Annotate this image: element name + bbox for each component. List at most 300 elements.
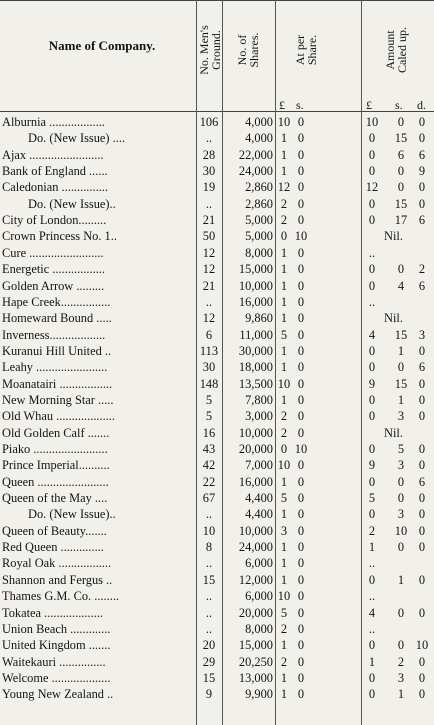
per-share-pounds: 1 [280,474,288,489]
header-no-shares [236,4,260,96]
company-name: Tokatea ................... [2,605,103,620]
unit-shilling: s. [296,98,304,112]
men-ground: 21 [202,213,216,228]
called-pence: 0 [418,572,426,587]
per-share-shillings: 0 [297,589,305,604]
per-share-pounds: 10 [277,115,291,129]
called-pence: 0 [418,115,426,129]
called-up-nil: Nil. [384,229,403,244]
called-pounds: 0 [368,409,376,424]
shares-count: 6,000 [245,556,273,571]
shares-count: 4,400 [245,491,273,506]
men-ground: 9 [205,687,213,702]
called-up-nil: Nil. [384,425,403,440]
called-shillings: 1 [397,572,405,587]
called-pounds: 0 [368,360,376,375]
header-company-name: Name of Company. [48,38,156,53]
per-share-pounds: 2 [280,621,288,636]
top-rule [0,0,434,1]
per-share-pounds: 2 [280,425,288,440]
called-pounds: 0 [368,343,376,358]
per-share-shillings: 0 [297,638,305,653]
called-up-nil: Nil. [384,311,403,326]
company-name: New Morning Star ..... [2,392,114,407]
company-name: Alburnia .................. [2,115,105,129]
shares-count: 10,000 [238,523,273,538]
called-pence: 0 [418,687,426,702]
table-row [0,588,434,604]
table-row [0,605,434,621]
men-ground: 28 [202,147,216,162]
company-name: Hape Creek................ [2,294,111,309]
table-row [0,523,434,539]
table-row [0,506,434,522]
per-share-pounds: 1 [280,245,288,260]
per-share-shillings: 0 [297,311,305,326]
called-shillings: 2 [397,654,405,669]
called-pounds: 9 [368,458,376,473]
shares-count: 7,800 [245,392,273,407]
per-share-shillings: 0 [297,131,305,146]
called-shillings: 5 [397,442,405,456]
called-shillings: 3 [397,507,405,522]
table-row [0,572,434,588]
shares-count: 4,400 [245,507,273,522]
per-share-shillings: 0 [297,540,305,555]
per-share-shillings: 0 [297,278,305,293]
called-pence: 6 [418,213,426,228]
called-pence: 0 [418,196,426,211]
men-ground: .. [205,589,213,604]
men-ground: 19 [202,180,216,195]
per-share-shillings: 0 [297,245,305,260]
per-share-shillings: 10 [294,229,308,244]
men-ground: 106 [199,115,219,129]
per-share-shillings: 0 [297,523,305,538]
called-shillings: 3 [397,458,405,473]
header-per-share [294,4,318,96]
called-pounds: 0 [368,474,376,489]
called-pence: 0 [418,540,426,555]
called-pence: 0 [418,376,426,391]
per-share-pounds: 1 [280,572,288,587]
per-share-shillings: 0 [297,670,305,685]
called-pence: 0 [418,180,426,195]
per-share-pounds: 1 [280,392,288,407]
table-row [0,196,434,212]
called-pence: 6 [418,147,426,162]
called-pounds: 0 [368,131,376,146]
men-ground: .. [205,131,213,146]
called-pounds: .. [368,556,376,571]
per-share-shillings: 0 [297,327,305,342]
per-share-shillings: 0 [297,605,305,620]
shares-count: 30,000 [238,343,273,358]
men-ground: 29 [202,654,216,669]
men-ground: 148 [199,376,219,391]
called-shillings: 0 [397,164,405,179]
called-shillings: 0 [397,115,405,129]
company-name: Ajax ........................ [2,147,104,162]
table-row [0,408,434,424]
shares-count: 20,000 [238,442,273,456]
called-pounds: 0 [368,670,376,685]
company-name: City of London......... [2,213,107,228]
unit-shilling: s. [395,98,403,112]
per-share-shillings: 0 [297,196,305,211]
per-share-shillings: 0 [297,360,305,375]
called-pence: 3 [418,327,426,342]
called-pounds: .. [368,294,376,309]
company-name: Caledonian ............... [2,180,108,195]
company-name: Energetic ................. [2,262,106,277]
table-row [0,327,434,343]
called-pounds: 1 [368,654,376,669]
called-pounds: 0 [368,572,376,587]
called-shillings: 0 [397,360,405,375]
company-name: Golden Arrow ......... [2,278,105,293]
per-share-pounds: 1 [280,164,288,179]
per-share-pounds: 12 [277,180,291,195]
company-name: Bank of England ...... [2,164,108,179]
per-share-pounds: 2 [280,409,288,424]
called-pence: 0 [418,458,426,473]
men-ground: 15 [202,572,216,587]
men-ground: 30 [202,164,216,179]
company-name: Thames G.M. Co. ........ [2,589,120,604]
called-pounds: 0 [368,507,376,522]
company-name: Waitekauri ............... [2,654,106,669]
per-share-pounds: 1 [280,131,288,146]
men-ground: 30 [202,360,216,375]
table-row [0,114,434,130]
header-called-up [384,4,408,96]
table-row [0,228,434,244]
per-share-pounds: 10 [277,589,291,604]
company-name: Homeward Bound ..... [2,311,112,326]
called-pounds: 12 [365,180,379,195]
table-row [0,670,434,686]
called-shillings: 0 [397,180,405,195]
called-pounds: 1 [368,540,376,555]
per-share-shillings: 0 [297,654,305,669]
per-share-pounds: 2 [280,213,288,228]
men-ground: 113 [199,343,219,358]
company-name: Queen of Beauty....... [2,523,107,538]
company-name: Old Golden Calf ....... [2,425,110,440]
called-pounds: .. [368,589,376,604]
men-ground: .. [205,605,213,620]
company-name: Leahy ....................... [2,360,108,375]
shares-count: 8,000 [245,621,273,636]
shares-count: 16,000 [238,474,273,489]
shares-count: 9,900 [245,687,273,702]
shares-count: 15,000 [238,262,273,277]
per-share-shillings: 0 [297,376,305,391]
table-row [0,474,434,490]
men-ground: .. [205,294,213,309]
called-shillings: 1 [397,392,405,407]
shares-count: 20,250 [238,654,273,669]
called-pounds: 0 [368,278,376,293]
table-row [0,179,434,195]
table-row [0,376,434,392]
table-row [0,441,434,457]
men-ground: 67 [202,491,216,506]
shares-count: 6,000 [245,589,273,604]
men-ground: 5 [205,392,213,407]
called-pence: 0 [418,654,426,669]
company-name: Royal Oak ................. [2,556,112,571]
table-row [0,654,434,670]
per-share-shillings: 0 [297,409,305,424]
per-share-shillings: 0 [297,343,305,358]
called-pence: 0 [418,523,426,538]
table-row [0,392,434,408]
company-name: Welcome ................... [2,670,111,685]
per-share-pounds: 2 [280,654,288,669]
called-pounds: .. [368,245,376,260]
company-name: Old Whau ................... [2,409,115,424]
table-row [0,278,434,294]
company-name: Union Beach ............. [2,621,111,636]
company-name: Do. (New Issue) .... [28,131,126,146]
per-share-shillings: 0 [297,164,305,179]
men-ground: 16 [202,425,216,440]
shares-count: 22,000 [238,147,273,162]
men-ground: 50 [202,229,216,244]
shares-count: 10,000 [238,425,273,440]
table-row [0,261,434,277]
called-shillings: 6 [397,147,405,162]
called-pounds: 0 [368,147,376,162]
company-name: Moanatairi ................. [2,376,113,391]
per-share-pounds: 1 [280,507,288,522]
unit-pound: £ [279,98,285,112]
men-ground: 12 [202,311,216,326]
called-pounds: .. [368,621,376,636]
per-share-pounds: 1 [280,556,288,571]
per-share-shillings: 10 [294,442,308,456]
shares-count: 3,000 [245,409,273,424]
called-pence: 0 [418,392,426,407]
called-pence: 0 [418,442,426,456]
called-shillings: 0 [397,540,405,555]
called-pounds: 10 [365,115,379,129]
per-share-pounds: 5 [280,605,288,620]
called-pence: 10 [415,638,429,653]
table-row [0,621,434,637]
company-name: United Kingdom ....... [2,638,111,653]
shares-count: 12,000 [238,572,273,587]
men-ground: 10 [202,523,216,538]
called-pounds: 5 [368,491,376,506]
per-share-pounds: 1 [280,360,288,375]
men-ground: 15 [202,670,216,685]
company-name: Crown Princess No. 1.. [2,229,117,244]
table-row [0,425,434,441]
shares-count: 20,000 [238,605,273,620]
per-share-pounds: 1 [280,638,288,653]
men-ground: 8 [205,540,213,555]
shares-count: 2,860 [245,180,273,195]
header-men-ground [198,4,222,96]
shares-count: 24,000 [238,164,273,179]
per-share-shillings: 0 [297,392,305,407]
shares-count: 4,000 [245,115,273,129]
per-share-shillings: 0 [297,687,305,702]
called-pence: 6 [418,360,426,375]
per-share-shillings: 0 [297,458,305,473]
table-row [0,539,434,555]
table-row [0,637,434,653]
per-share-shillings: 0 [297,572,305,587]
called-pounds: 0 [368,164,376,179]
men-ground: 43 [202,442,216,456]
per-share-pounds: 2 [280,196,288,211]
per-share-pounds: 5 [280,491,288,506]
company-name: Prince Imperial.......... [2,458,110,473]
per-share-pounds: 10 [277,458,291,473]
shares-count: 13,000 [238,670,273,685]
per-share-shillings: 0 [297,180,305,195]
shares-count: 4,000 [245,131,273,146]
table-row [0,130,434,146]
called-pence: 0 [418,670,426,685]
men-ground: 42 [202,458,216,473]
shares-count: 8,000 [245,245,273,260]
unit-pound: £ [366,98,372,112]
per-share-pounds: 1 [280,670,288,685]
called-pounds: 0 [368,442,376,456]
called-shillings: 4 [397,278,405,293]
header-shares-text: No. of Shares. [235,32,261,68]
company-name: Queen of the May .... [2,491,108,506]
shares-count: 11,000 [239,327,273,342]
company-name: Kuranui Hill United .. [2,343,112,358]
table-row [0,212,434,228]
men-ground: .. [205,621,213,636]
called-shillings: 15 [394,327,408,342]
called-pounds: 0 [368,213,376,228]
company-name: Piako ........................ [2,442,108,456]
per-share-pounds: 1 [280,278,288,293]
shares-count: 18,000 [238,360,273,375]
per-share-pounds: 1 [280,540,288,555]
company-name: Queen ....................... [2,474,109,489]
shares-count: 24,000 [238,540,273,555]
shares-count: 2,860 [245,196,273,211]
men-ground: 6 [205,327,213,342]
table-row [0,490,434,506]
table-row [0,343,434,359]
per-share-shillings: 0 [297,115,305,129]
table-row [0,555,434,571]
called-pounds: 0 [368,392,376,407]
called-pence: 0 [418,507,426,522]
per-share-pounds: 0 [280,442,288,456]
company-name: Cure ........................ [2,245,104,260]
per-share-shillings: 0 [297,147,305,162]
table-row [0,245,434,261]
company-name: Young New Zealand .. [2,687,114,702]
called-pence: 6 [418,278,426,293]
shares-count: 7,000 [245,458,273,473]
called-pence: 0 [418,343,426,358]
men-ground: 12 [202,262,216,277]
per-share-shillings: 0 [297,425,305,440]
company-name: Inverness.................. [2,327,106,342]
called-shillings: 17 [394,213,408,228]
men-ground: 12 [202,245,216,260]
company-name: Shannon and Fergus .. [2,572,113,587]
per-share-shillings: 0 [297,474,305,489]
called-shillings: 1 [397,343,405,358]
called-pence: 0 [418,605,426,620]
table-row [0,147,434,163]
shares-count: 15,000 [238,638,273,653]
header-men-text: No. Men's Ground. [197,25,223,75]
per-share-pounds: 1 [280,343,288,358]
per-share-shillings: 0 [297,294,305,309]
called-shillings: 0 [397,474,405,489]
called-pence: 6 [418,474,426,489]
called-shillings: 15 [394,131,408,146]
company-name: Do. (New Issue).. [28,196,116,211]
called-pence: 0 [418,131,426,146]
per-share-shillings: 0 [297,213,305,228]
company-name: Red Queen .............. [2,540,104,555]
table-row [0,310,434,326]
called-pence: 9 [418,164,426,179]
per-share-pounds: 1 [280,294,288,309]
men-ground: 5 [205,409,213,424]
shares-count: 9,860 [245,311,273,326]
per-share-shillings: 0 [297,556,305,571]
called-shillings: 15 [394,376,408,391]
per-share-shillings: 0 [297,621,305,636]
shares-count: 5,000 [245,213,273,228]
men-ground: 21 [202,278,216,293]
per-share-shillings: 0 [297,491,305,506]
table-row [0,294,434,310]
table-row [0,686,434,702]
per-share-pounds: 3 [280,523,288,538]
called-pounds: 0 [368,196,376,211]
per-share-pounds: 1 [280,687,288,702]
per-share-pounds: 5 [280,327,288,342]
per-share-pounds: 1 [280,147,288,162]
called-shillings: 0 [397,262,405,277]
men-ground: .. [205,556,213,571]
called-shillings: 0 [397,605,405,620]
per-share-pounds: 1 [280,262,288,277]
called-pounds: 0 [368,638,376,653]
called-pence: 0 [418,491,426,506]
called-pounds: 4 [368,327,376,342]
per-share-shillings: 0 [297,262,305,277]
called-shillings: 0 [397,638,405,653]
header-per-text: At per Share. [293,34,319,66]
called-pounds: 4 [368,605,376,620]
header-called-text: Amount Caled up. [383,27,409,73]
men-ground: .. [205,196,213,211]
company-name: Do. (New Issue).. [28,507,116,522]
table-row [0,163,434,179]
called-shillings: 3 [397,670,405,685]
men-ground: .. [205,507,213,522]
shares-count: 13,500 [238,376,273,391]
